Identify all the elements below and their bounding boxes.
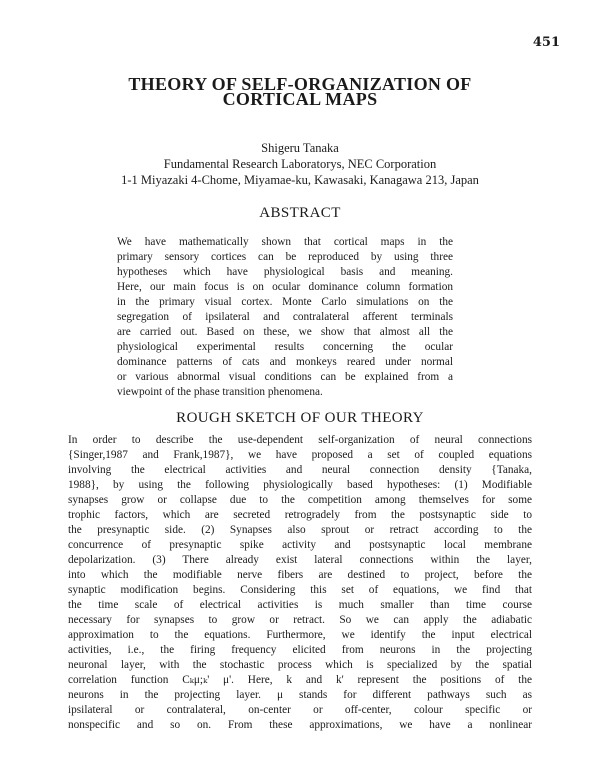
body-line: the time scale of electrical activities is much smaller than time course (68, 599, 532, 611)
abstract-line: segregation of ipsilateral and contralateral afferent terminals (117, 311, 453, 323)
paper-title-line-2: CORTICAL MAPS (222, 89, 378, 109)
body-line: necessary for synapses to grow or retract. So we can apply the adiabatic (68, 614, 532, 626)
page-number: 451 (532, 35, 560, 50)
author-name: Shigeru Tanaka (261, 141, 339, 155)
body-line: depolarization. (3) There already exist lateral connections within the layer, (68, 554, 532, 566)
body-line: concurrence of presynaptic spike activity and postsynaptic local membrane (68, 539, 532, 551)
body-line: into which the modifiable nerve fibers are destined to project, before the (68, 569, 532, 581)
body-line: synaptic modification begins. Considering this set of equations, we find that (68, 584, 532, 596)
abstract-heading: ABSTRACT (259, 205, 341, 221)
abstract-line: in the primary visual cortex. Monte Carlo simulations on the (117, 296, 453, 308)
abstract-line: or various abnormal visual conditions can be explained from a (117, 371, 453, 383)
body-line: the presynaptic side. (2) Synapses also sprout or retract according to the (68, 524, 532, 536)
paper-title-line-1: THEORY OF SELF-ORGANIZATION OF (128, 74, 472, 94)
body-line: synapses grow or collapse due to the competition among themselves for some (68, 494, 532, 506)
body-line: ipsilateral or contralateral, on-center or off-center, colour specific or (68, 704, 532, 716)
body-line: neuronal layer, with the stochastic process which is specialized by the spatial (68, 659, 532, 671)
body-line: correlation function Cₖμ;ₖ' μ'. Here, k and k' represent the positions of the (68, 674, 532, 686)
body-line: activities, i.e., the firing frequency elicited from neurons in the projecting (68, 644, 532, 656)
body-line: approximation to the equations. Furthermore, we identify the input electrical (68, 629, 532, 641)
author-address: 1-1 Miyazaki 4-Chome, Miyamae-ku, Kawasaki, Kanagawa 213, Japan (121, 173, 479, 187)
body-line: nonspecific and so on. From these approximations, we have a nonlinear (68, 719, 532, 731)
body-line: trophic factors, which are secreted retrogradely from the postsynaptic side to (68, 509, 532, 521)
body-line: 1988}, by using the following physiologically based hypotheses: (1) Modifiable (68, 479, 532, 491)
abstract-line: hypotheses which have physiological basis and meaning. (117, 266, 453, 278)
body-line: In order to describe the use-dependent self-organization of neural connections (68, 434, 532, 446)
author-affiliation: Fundamental Research Laboratorys, NEC Corporation (163, 157, 437, 171)
abstract-line: dominance patterns of cats and monkeys reared under normal (117, 356, 453, 368)
body-line: neurons in the projecting layer. μ stands for different pathways such as (68, 689, 532, 701)
abstract-line: viewpoint of the phase transition phenomena. (117, 386, 323, 398)
abstract-line: We have mathematically shown that cortical maps in the (117, 236, 453, 248)
abstract-line: primary sensory cortices can be reproduced by using three (117, 251, 453, 263)
section-heading: ROUGH SKETCH OF OUR THEORY (176, 410, 424, 426)
body-line: involving the electrical activities and neural connection density {Tanaka, (68, 464, 532, 476)
body-line: {Singer,1987 and Frank,1987}, we have proposed a set of coupled equations (68, 449, 532, 461)
abstract-line: are carried out. Based on these, we show that almost all the (117, 326, 453, 338)
abstract-line: physiological experimental results concerning the ocular (117, 341, 453, 353)
abstract-line: Here, our main focus is on ocular dominance column formation (117, 281, 453, 293)
